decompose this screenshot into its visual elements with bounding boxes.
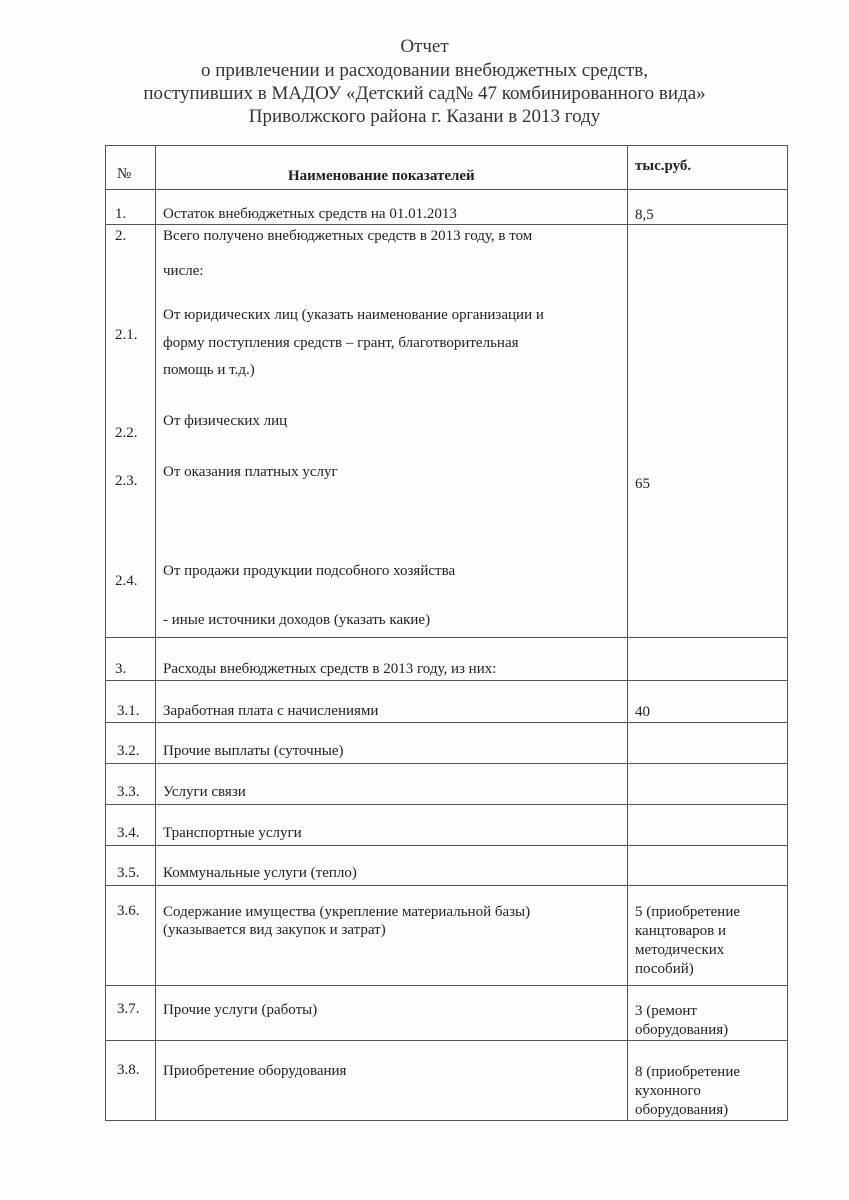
table-border (105, 722, 788, 723)
table-border (105, 145, 788, 146)
row-name: Заработная плата с начислениями (163, 703, 379, 719)
row-num: 3.3. (117, 784, 140, 800)
header-name: Наименование показателей (288, 168, 475, 184)
row-name: форму поступления средств – грант, благотворительная (163, 335, 519, 351)
row-name: Услуги связи (163, 784, 246, 800)
row-num: 1. (115, 206, 127, 222)
row-name: От юридических лиц (указать наименование организации и (163, 307, 544, 323)
table-border (105, 763, 788, 764)
row-name: Содержание имущества (укрепление материальной базы) (163, 904, 531, 920)
row-num: 3.5. (117, 865, 140, 881)
row-name: От физических лиц (163, 413, 288, 429)
row-name: (указывается вид закупок и затрат) (163, 922, 386, 938)
row-name: От продажи продукции подсобного хозяйства (163, 563, 456, 579)
table-border (105, 804, 788, 805)
row-num: 3.7. (117, 1001, 140, 1017)
report-title: Отчет (400, 36, 449, 57)
table-border (105, 985, 788, 986)
table-border (627, 145, 628, 1120)
table-border (105, 637, 788, 638)
report-subtitle-1: о привлечении и расходовании внебюджетных средств, (200, 60, 648, 81)
row-num: 3.8. (117, 1062, 140, 1078)
table-border (105, 845, 788, 846)
row-num: 2.4. (115, 573, 138, 589)
row-name: - иные источники доходов (указать какие) (163, 612, 431, 628)
row-name: помощь и т.д.) (163, 362, 255, 378)
row-name: От оказания платных услуг (163, 464, 338, 480)
table-border (155, 145, 156, 1120)
row-value: 65 (635, 476, 650, 492)
row-num: 2.1. (115, 327, 138, 343)
row-num: 3.1. (117, 703, 140, 719)
table-border (105, 1040, 788, 1041)
row-num: 3.2. (117, 743, 140, 759)
table-border (105, 885, 788, 886)
header-unit: тыс.руб. (635, 158, 692, 174)
row-name: Коммунальные услуги (тепло) (163, 865, 357, 881)
table-border (105, 189, 788, 190)
table-border (105, 680, 788, 681)
row-name: Приобретение оборудования (163, 1063, 347, 1079)
row-value: 8,5 (635, 207, 654, 223)
table-border (787, 145, 788, 1120)
row-value: 5 (приобретение канцтоваров и методических пособий) (635, 904, 741, 977)
row-name: Всего получено внебюджетных средств в 2013 году, в том (163, 228, 533, 244)
row-num: 2.3. (115, 473, 138, 489)
row-name: Прочие услуги (работы) (163, 1002, 318, 1018)
table-border (105, 224, 788, 225)
table-border (105, 145, 106, 1120)
row-num: 2.2. (115, 425, 138, 441)
row-name: Остаток внебюджетных средств на 01.01.2013 (163, 206, 457, 222)
row-num: 3.6. (117, 903, 140, 919)
row-num: 2. (115, 228, 127, 244)
row-value: 8 (приобретение кухонного оборудования) (635, 1064, 741, 1118)
row-name: Прочие выплаты (суточные) (163, 743, 344, 759)
report-subtitle-3: Приволжского района г. Казани в 2013 году (248, 106, 601, 127)
row-name: Транспортные услуги (163, 825, 302, 841)
row-name: числе: (163, 263, 204, 279)
row-num: 3.4. (117, 825, 140, 841)
header-num: № (117, 166, 132, 182)
row-value: 40 (635, 704, 650, 720)
row-value: 3 (ремонт оборудования) (635, 1003, 729, 1038)
table-border (105, 1120, 788, 1121)
row-name: Расходы внебюджетных средств в 2013 году, из них: (163, 661, 497, 677)
row-num: 3. (115, 661, 127, 677)
report-subtitle-2: поступивших в МАДОУ «Детский сад№ 47 комбинированного вида» (143, 83, 706, 104)
